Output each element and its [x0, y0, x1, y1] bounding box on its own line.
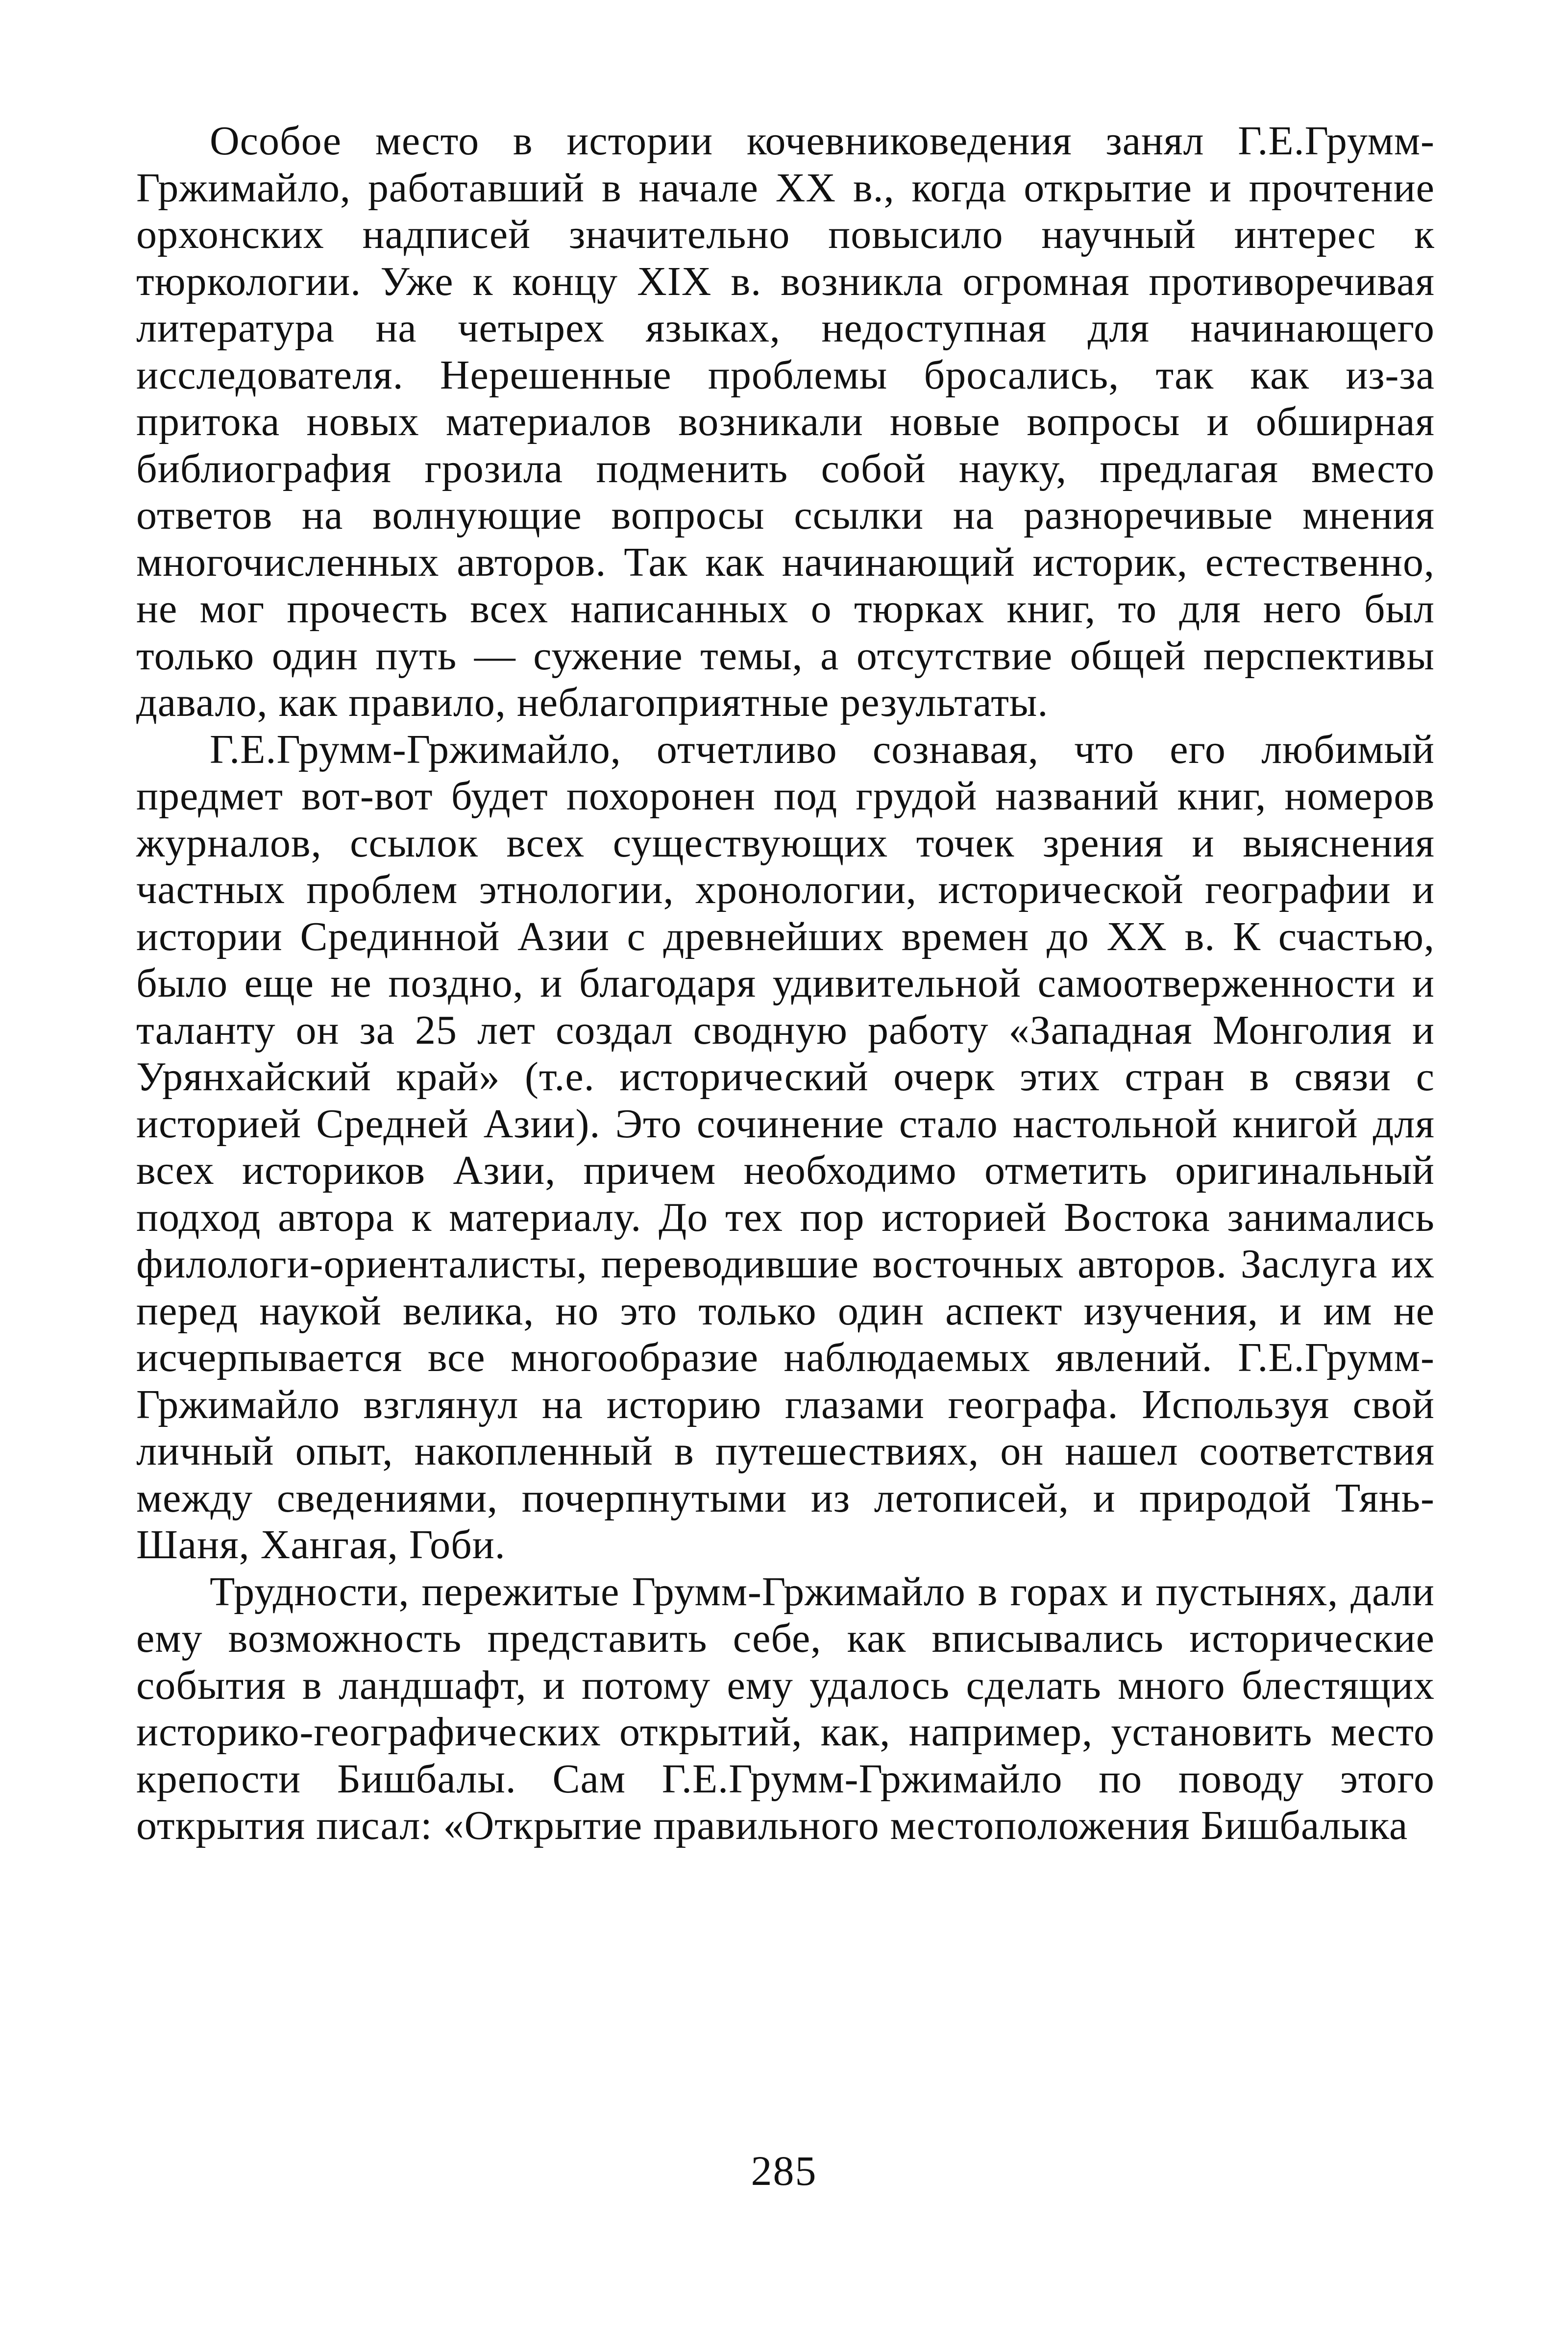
- page-number: 285: [751, 2147, 817, 2194]
- paragraph-1: Особое место в истории кочевниковедения занял Г.Е.Грумм-Гржимайло, работавший в начале XX в., когда открытие и прочтение орхонских надписей значительно повысило научный интерес к тюркологии. Уже к концу XIX в. возникла огромная противоречивая литература на четырех языках, недоступная для начинающего исследователя. Нерешенные проблемы бросались, так как из-за притока новых материалов возникали новые вопросы и обширная библиография грозила подменить собой науку, предлагая вместо ответов на волнующие вопросы ссылки на разноречивые мнения многочисленных авторов. Так как начинающий историк, естественно, не мог прочесть всех написанных о тюрках книг, то для него был только один путь — сужение темы, а отсутствие общей перспективы давало, как правило, неблагоприятные результаты.: [136, 118, 1435, 725]
- body-text: [136, 118, 1435, 1849]
- paragraph-2: Г.Е.Грумм-Гржимайло, отчетливо сознавая, что его любимый предмет вот-вот будет похоронен под грудой названий книг, номеров журналов, ссылок всех существующих точек зрения и выяснения частных проблем этнологии, хронологии, исторической географии и истории Срединной Азии с древнейших времен до XX в. К счастью, было еще не поздно, и благодаря удивительной самоотверженности и таланту он за 25 лет создал сводную работу «Западная Монголия и Урянхайский край» (т.е. исторический очерк этих стран в связи с историей Средней Азии). Это сочинение стало настольной книгой для всех историков Азии, причем необходимо отметить оригинальный подход автора к материалу. До тех пор историей Востока занимались филологи-ориенталисты, переводившие восточных авторов. Заслуга их перед наукой велика, но это только один аспект изучения, и им не исчерпывается все многообразие наблюдаемых явлений. Г.Е.Грумм-Гржимайло взглянул на историю глазами географа. Используя свой личный опыт, накопленный в путешествиях, он нашел соответствия между сведениями, почерпнутыми из летописей, и природой Тянь-Шаня, Хангая, Гоби.: [136, 726, 1435, 1568]
- paragraph-3: Трудности, пережитые Грумм-Гржимайло в горах и пустынях, дали ему возможность представить себе, как вписывались исторические события в ландшафт, и потому ему удалось сделать много блестящих историко-географических открытий, как, например, установить место крепости Бишбалы. Сам Г.Е.Грумм-Гржимайло по поводу этого открытия писал: «Открытие правильного местоположения Бишбалыка: [136, 1568, 1435, 1848]
